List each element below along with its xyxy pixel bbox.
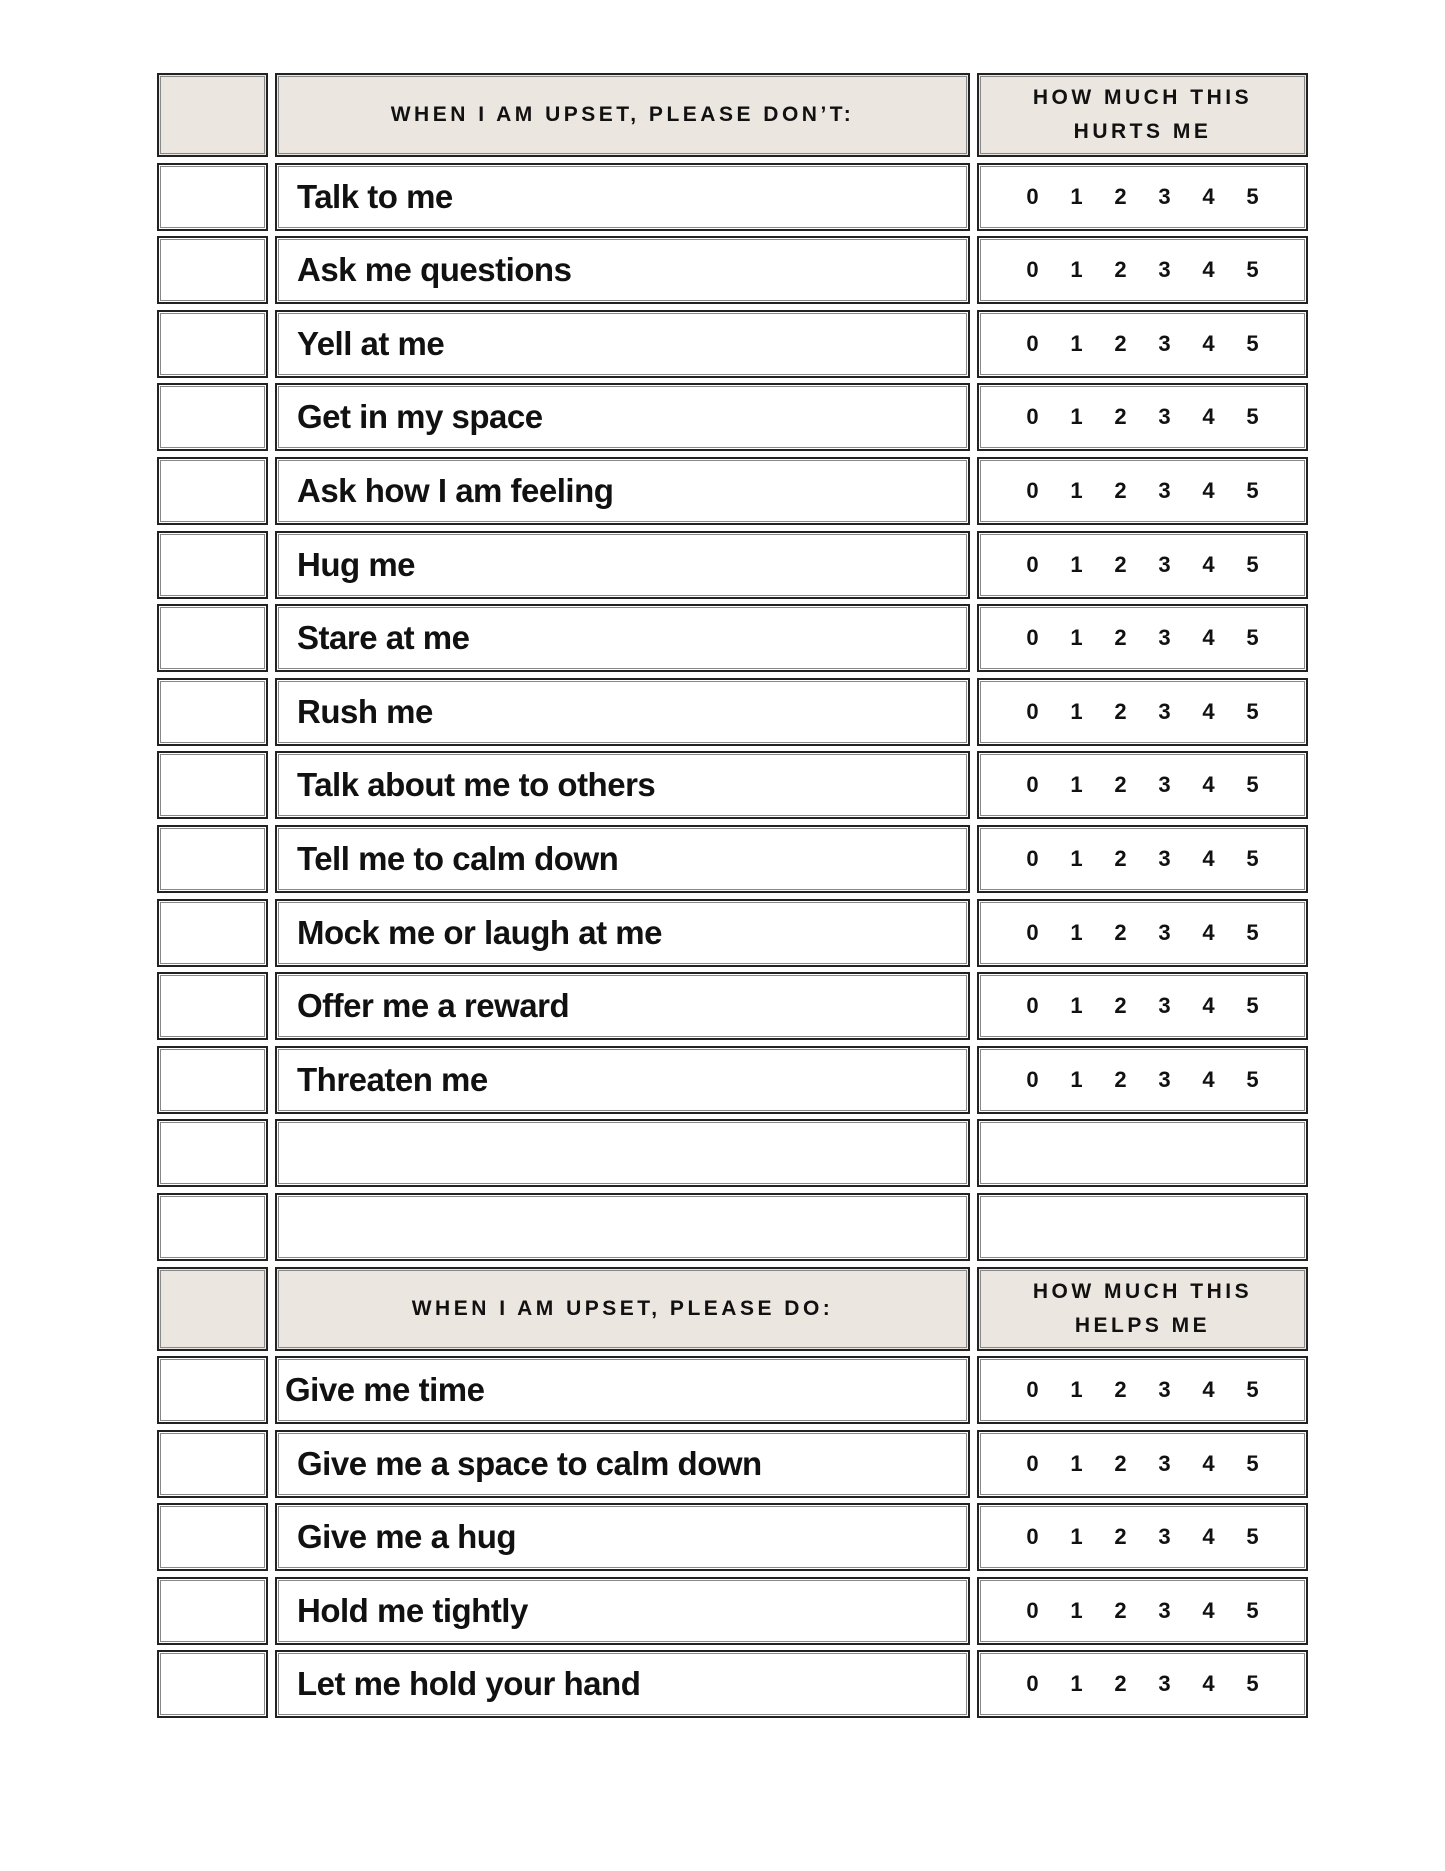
rating-option[interactable]: 3 <box>1158 404 1171 430</box>
rating-option[interactable]: 5 <box>1246 919 1259 945</box>
table-row <box>157 972 1308 1040</box>
rating-option[interactable]: 1 <box>1070 1597 1083 1623</box>
rating-scale <box>977 163 1308 231</box>
rating-option[interactable]: 5 <box>1246 404 1259 430</box>
rating-option[interactable]: 2 <box>1114 698 1127 724</box>
rating-option[interactable]: 0 <box>1026 919 1039 945</box>
rating-scale <box>977 1650 1308 1718</box>
rating-scale <box>977 310 1308 378</box>
rating-option[interactable]: 3 <box>1158 772 1171 798</box>
rating-scale <box>977 604 1308 672</box>
rating-option[interactable]: 3 <box>1158 1597 1171 1623</box>
rating-scale <box>977 1046 1308 1114</box>
table-row <box>157 899 1308 967</box>
item-label: Hold me tightly <box>275 1577 970 1645</box>
rating-option[interactable]: 0 <box>1026 1066 1039 1092</box>
table-row <box>157 751 1308 819</box>
rating-option[interactable]: 5 <box>1246 993 1259 1019</box>
rating-option[interactable]: 5 <box>1246 477 1259 503</box>
checkbox-cell[interactable] <box>157 1430 268 1498</box>
rating-scale <box>977 678 1308 746</box>
item-label: Stare at me <box>275 604 970 672</box>
rating-option[interactable]: 2 <box>1114 477 1127 503</box>
rating-option[interactable]: 3 <box>1158 477 1171 503</box>
rating-scale <box>977 972 1308 1040</box>
rating-option[interactable]: 2 <box>1114 551 1127 577</box>
rating-option[interactable]: 4 <box>1202 1524 1215 1550</box>
item-label: Hug me <box>275 531 970 599</box>
header-checkbox-cell <box>157 1267 268 1351</box>
rating-option[interactable]: 1 <box>1070 1450 1083 1476</box>
checkbox-cell[interactable] <box>157 1046 268 1114</box>
rating-option[interactable]: 1 <box>1070 404 1083 430</box>
rating-option[interactable]: 2 <box>1114 1524 1127 1550</box>
rating-option[interactable]: 3 <box>1158 919 1171 945</box>
rating-option[interactable]: 0 <box>1026 257 1039 283</box>
rating-option[interactable]: 1 <box>1070 257 1083 283</box>
rating-option[interactable]: 3 <box>1158 330 1171 356</box>
table-row <box>157 1503 1308 1571</box>
rating-option[interactable]: 3 <box>1158 1450 1171 1476</box>
rating-option[interactable]: 2 <box>1114 845 1127 871</box>
checkbox-cell[interactable] <box>157 1119 268 1187</box>
rating-option[interactable]: 2 <box>1114 993 1127 1019</box>
rating-option[interactable]: 5 <box>1246 1597 1259 1623</box>
checkbox-cell[interactable] <box>157 1503 268 1571</box>
table-row <box>157 604 1308 672</box>
item-label: Threaten me <box>275 1046 970 1114</box>
rating-option[interactable]: 2 <box>1114 1671 1127 1697</box>
rating-option[interactable]: 3 <box>1158 845 1171 871</box>
rating-option[interactable]: 4 <box>1202 404 1215 430</box>
item-label: Ask how I am feeling <box>275 457 970 525</box>
rating-option[interactable]: 4 <box>1202 698 1215 724</box>
rating-option[interactable]: 4 <box>1202 477 1215 503</box>
rating-option[interactable]: 3 <box>1158 698 1171 724</box>
rating-option[interactable]: 1 <box>1070 1066 1083 1092</box>
rating-scale <box>977 383 1308 451</box>
rating-option[interactable]: 3 <box>1158 993 1171 1019</box>
rating-option[interactable]: 5 <box>1246 1450 1259 1476</box>
item-label: Rush me <box>275 678 970 746</box>
item-label: Talk to me <box>275 163 970 231</box>
checkbox-cell[interactable] <box>157 751 268 819</box>
rating-option[interactable]: 5 <box>1246 1066 1259 1092</box>
rating-option[interactable]: 0 <box>1026 183 1039 209</box>
checkbox-cell[interactable] <box>157 972 268 1040</box>
rating-option[interactable]: 0 <box>1026 404 1039 430</box>
rating-option[interactable]: 1 <box>1070 772 1083 798</box>
section-heading: WHEN I AM UPSET, PLEASE DO: <box>275 1267 970 1351</box>
rating-option[interactable]: 1 <box>1070 625 1083 651</box>
rating-option[interactable]: 5 <box>1246 772 1259 798</box>
item-label[interactable] <box>275 1119 970 1187</box>
table-row <box>157 825 1308 893</box>
checkbox-cell[interactable] <box>157 163 268 231</box>
rating-option[interactable]: 4 <box>1202 919 1215 945</box>
rating-scale <box>977 457 1308 525</box>
rating-option[interactable]: 5 <box>1246 1377 1259 1403</box>
rating-option[interactable]: 0 <box>1026 1597 1039 1623</box>
checkbox-cell[interactable] <box>157 531 268 599</box>
rating-scale <box>977 1119 1308 1187</box>
rating-option[interactable]: 1 <box>1070 1377 1083 1403</box>
rating-option[interactable]: 0 <box>1026 772 1039 798</box>
table-row <box>157 1430 1308 1498</box>
rating-option[interactable]: 5 <box>1246 1671 1259 1697</box>
item-label: Tell me to calm down <box>275 825 970 893</box>
rating-option[interactable]: 2 <box>1114 183 1127 209</box>
item-label: Talk about me to others <box>275 751 970 819</box>
rating-sheet <box>157 73 1308 1724</box>
rating-option[interactable]: 0 <box>1026 698 1039 724</box>
rating-option[interactable]: 5 <box>1246 330 1259 356</box>
item-label: Yell at me <box>275 310 970 378</box>
rating-option[interactable]: 0 <box>1026 477 1039 503</box>
checkbox-cell[interactable] <box>157 383 268 451</box>
rating-option[interactable]: 4 <box>1202 330 1215 356</box>
checkbox-cell[interactable] <box>157 1650 268 1718</box>
rating-option[interactable]: 2 <box>1114 1450 1127 1476</box>
rating-option[interactable]: 4 <box>1202 772 1215 798</box>
rating-option[interactable]: 1 <box>1070 551 1083 577</box>
rating-scale <box>977 751 1308 819</box>
item-label: Give me a hug <box>275 1503 970 1571</box>
rating-option[interactable]: 1 <box>1070 330 1083 356</box>
rating-option[interactable]: 1 <box>1070 845 1083 871</box>
table-row <box>157 678 1308 746</box>
item-label: Get in my space <box>275 383 970 451</box>
rating-option[interactable]: 4 <box>1202 257 1215 283</box>
section-header <box>157 73 1308 157</box>
rating-scale <box>977 1430 1308 1498</box>
rating-scale <box>977 1193 1308 1261</box>
item-label: Offer me a reward <box>275 972 970 1040</box>
section-header <box>157 1267 1308 1351</box>
rating-option[interactable]: 3 <box>1158 183 1171 209</box>
rating-option[interactable]: 2 <box>1114 404 1127 430</box>
rating-option[interactable]: 1 <box>1070 698 1083 724</box>
checkbox-cell[interactable] <box>157 1193 268 1261</box>
rating-scale <box>977 236 1308 304</box>
rating-option[interactable]: 1 <box>1070 919 1083 945</box>
table-row <box>157 236 1308 304</box>
rating-option[interactable]: 4 <box>1202 625 1215 651</box>
rating-option[interactable]: 2 <box>1114 772 1127 798</box>
rating-option[interactable]: 3 <box>1158 1524 1171 1550</box>
table-row <box>157 163 1308 231</box>
checkbox-cell[interactable] <box>157 825 268 893</box>
table-row <box>157 531 1308 599</box>
rating-option[interactable]: 2 <box>1114 257 1127 283</box>
rating-option[interactable]: 4 <box>1202 1377 1215 1403</box>
table-row <box>157 1577 1308 1645</box>
rating-option[interactable]: 5 <box>1246 1524 1259 1550</box>
checkbox-cell[interactable] <box>157 899 268 967</box>
rating-option[interactable]: 2 <box>1114 919 1127 945</box>
rating-option[interactable]: 1 <box>1070 1524 1083 1550</box>
item-label[interactable] <box>275 1193 970 1261</box>
rating-option[interactable]: 3 <box>1158 1671 1171 1697</box>
checkbox-cell[interactable] <box>157 236 268 304</box>
rating-option[interactable]: 5 <box>1246 698 1259 724</box>
rating-scale <box>977 1503 1308 1571</box>
rating-option[interactable]: 2 <box>1114 625 1127 651</box>
rating-option[interactable]: 5 <box>1246 845 1259 871</box>
rating-option[interactable]: 5 <box>1246 257 1259 283</box>
checkbox-cell[interactable] <box>157 310 268 378</box>
rating-option[interactable]: 1 <box>1070 1671 1083 1697</box>
rating-option[interactable]: 3 <box>1158 625 1171 651</box>
rating-option[interactable]: 0 <box>1026 1671 1039 1697</box>
rating-option[interactable]: 4 <box>1202 845 1215 871</box>
table-row <box>157 310 1308 378</box>
checkbox-cell[interactable] <box>157 678 268 746</box>
rating-option[interactable]: 5 <box>1246 183 1259 209</box>
rating-option[interactable]: 4 <box>1202 1450 1215 1476</box>
checkbox-cell[interactable] <box>157 604 268 672</box>
rating-option[interactable]: 1 <box>1070 183 1083 209</box>
rating-option[interactable]: 0 <box>1026 1524 1039 1550</box>
section-heading: WHEN I AM UPSET, PLEASE DON’T: <box>275 73 970 157</box>
table-row <box>157 1356 1308 1424</box>
item-label: Ask me questions <box>275 236 970 304</box>
table-row <box>157 1193 1308 1261</box>
rating-scale <box>977 899 1308 967</box>
rating-option[interactable]: 2 <box>1114 1066 1127 1092</box>
rating-option[interactable]: 0 <box>1026 845 1039 871</box>
rating-option[interactable]: 5 <box>1246 551 1259 577</box>
checkbox-cell[interactable] <box>157 457 268 525</box>
item-label: Give me a space to calm down <box>275 1430 970 1498</box>
rating-scale <box>977 1577 1308 1645</box>
table-row <box>157 1650 1308 1718</box>
rating-option[interactable]: 3 <box>1158 1377 1171 1403</box>
rating-scale <box>977 825 1308 893</box>
rating-option[interactable]: 5 <box>1246 625 1259 651</box>
rating-option[interactable]: 0 <box>1026 1377 1039 1403</box>
rating-option[interactable]: 3 <box>1158 551 1171 577</box>
rating-option[interactable]: 0 <box>1026 330 1039 356</box>
checkbox-cell[interactable] <box>157 1577 268 1645</box>
rating-option[interactable]: 2 <box>1114 1377 1127 1403</box>
rating-option[interactable]: 2 <box>1114 330 1127 356</box>
item-label: Let me hold your hand <box>275 1650 970 1718</box>
rating-option[interactable]: 2 <box>1114 1597 1127 1623</box>
rating-option[interactable]: 0 <box>1026 625 1039 651</box>
rating-option[interactable]: 1 <box>1070 477 1083 503</box>
rating-option[interactable]: 0 <box>1026 1450 1039 1476</box>
rating-option[interactable]: 3 <box>1158 257 1171 283</box>
table-row <box>157 383 1308 451</box>
rating-scale <box>977 531 1308 599</box>
rating-option[interactable]: 4 <box>1202 1066 1215 1092</box>
item-label: Give me time <box>275 1356 970 1424</box>
rating-option[interactable]: 1 <box>1070 993 1083 1019</box>
table-row <box>157 1046 1308 1114</box>
rating-option[interactable]: 4 <box>1202 993 1215 1019</box>
rating-option[interactable]: 3 <box>1158 1066 1171 1092</box>
item-label: Mock me or laugh at me <box>275 899 970 967</box>
header-checkbox-cell <box>157 73 268 157</box>
rating-option[interactable]: 4 <box>1202 1597 1215 1623</box>
rating-option[interactable]: 4 <box>1202 551 1215 577</box>
rating-scale <box>977 1356 1308 1424</box>
table-row <box>157 457 1308 525</box>
rating-option[interactable]: 0 <box>1026 551 1039 577</box>
rating-option[interactable]: 4 <box>1202 1671 1215 1697</box>
scale-heading: HOW MUCH THIS HELPS ME <box>977 1267 1308 1351</box>
rating-option[interactable]: 4 <box>1202 183 1215 209</box>
rating-option[interactable]: 0 <box>1026 993 1039 1019</box>
table-row <box>157 1119 1308 1187</box>
checkbox-cell[interactable] <box>157 1356 268 1424</box>
scale-heading: HOW MUCH THIS HURTS ME <box>977 73 1308 157</box>
